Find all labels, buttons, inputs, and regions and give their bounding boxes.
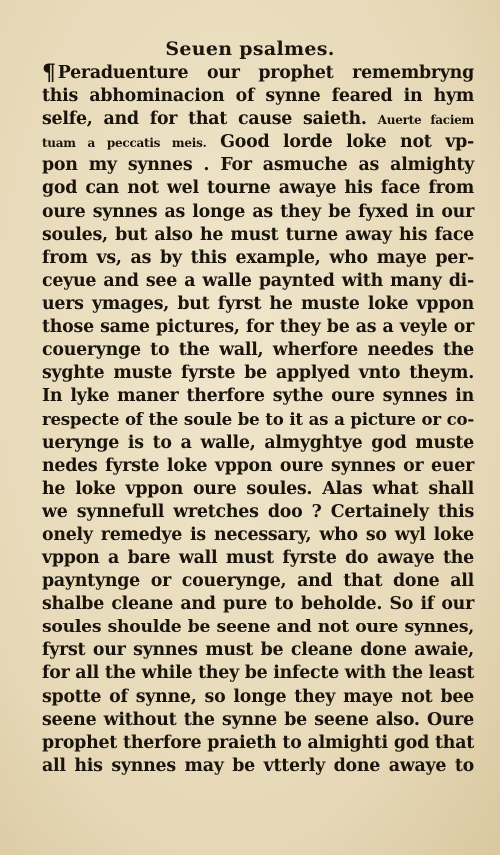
text-line: shalbe cleane and pure to beholde. So if our bbox=[42, 594, 474, 615]
text-line: pon my synnes . For asmuche as almighty bbox=[42, 155, 474, 176]
text-line: respecte of the soule be to it as a picture or co- bbox=[42, 409, 474, 430]
text-line: oure synnes as longe as they be fyxed in our bbox=[42, 201, 474, 222]
text-line: onely remedye is necessary, who so wyl loke bbox=[42, 524, 474, 545]
text-line: prophet therfore praieth to almighti god that bbox=[42, 732, 474, 753]
text-line: fyrst our synnes must be cleane done awaie, bbox=[42, 640, 474, 661]
text-line: couerynge to the wall, wherfore needes the bbox=[42, 340, 474, 361]
text-line: selfe, and for that cause saieth. Auerte faciem bbox=[42, 109, 474, 130]
text-line: seene without the synne be seene also. Oure bbox=[42, 709, 474, 730]
text-line: vppon a bare wall must fyrste do awaye the bbox=[42, 547, 474, 568]
text-line: uerynge is to a walle, almyghtye god muste bbox=[42, 432, 474, 453]
text-line: this abhominacion of synne feared in hym bbox=[42, 86, 474, 107]
text-line: god can not wel tourne awaye his face from bbox=[42, 178, 474, 199]
paragraph-mark-icon: ¶ bbox=[42, 60, 56, 86]
text-line: tuam a peccatis meis. Good lorde loke not vp- bbox=[42, 132, 474, 153]
text-line: all his synnes may be vtterly done awaye to bbox=[42, 755, 474, 776]
text-line: we synnefull wretches doo ? Certainely this bbox=[42, 501, 474, 522]
text-line: uers ymages, but fyrst he muste loke vppon bbox=[42, 293, 474, 314]
latin-quotation: Auerte faciem bbox=[377, 113, 474, 128]
text-line: syghte muste fyrste be applyed vnto theym. bbox=[42, 363, 474, 384]
text-line: nedes fyrste loke vppon oure synnes or euer bbox=[42, 455, 474, 476]
text-line: soules shoulde be seene and not oure synnes, bbox=[42, 617, 474, 638]
latin-quotation: tuam a peccatis meis. bbox=[42, 136, 207, 151]
text-line: In lyke maner therfore sythe oure synnes in bbox=[42, 386, 474, 407]
text-line: for all the while they be infecte with the least bbox=[42, 663, 475, 684]
text-line: spotte of synne, so longe they maye not bee bbox=[42, 686, 474, 707]
text-line: from vs, as by this example, who maye per- bbox=[42, 247, 474, 268]
text-line: payntynge or couerynge, and that done all bbox=[42, 571, 474, 592]
text-line: those same pictures, for they be as a veyle or bbox=[42, 317, 474, 338]
running-header: Seuen psalmes. bbox=[165, 38, 335, 60]
text-line: soules, but also he must turne away his face bbox=[42, 224, 474, 245]
text-line: ceyue and see a walle paynted with many di- bbox=[42, 270, 474, 291]
text-line: ¶ Peraduenture our prophet remembryng bbox=[42, 60, 474, 86]
page-body-text bbox=[42, 62, 474, 778]
text-line: he loke vppon oure soules. Alas what shall bbox=[42, 478, 474, 499]
